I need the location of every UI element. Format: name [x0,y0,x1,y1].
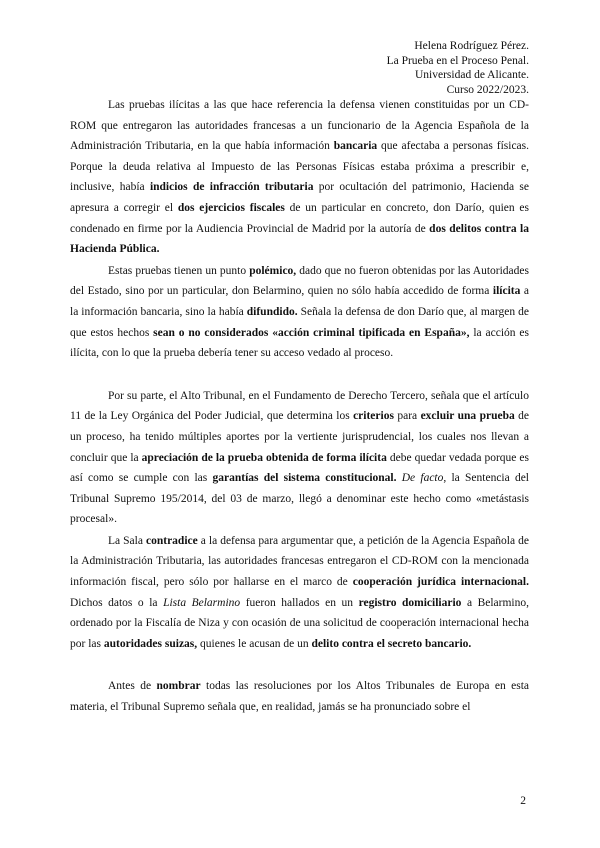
header-author: Helena Rodríguez Pérez. [414,40,529,52]
header-title: La Prueba en el Proceso Penal. [386,54,529,67]
bold-text: sean o no considerados «acción criminal tipificada en España», [153,326,470,339]
text: Dichos datos o la [70,596,164,609]
text: , la Sentencia del Tribunal Supremo 195/2014, del 03 de marzo, llegó a denominar este hecho como «metástasis procesal». [70,472,529,526]
paragraph-3 [70,386,529,530]
text: de un proceso, ha tenido múltiples aportes por la vertiente jurisprudencial, los cuales nos llevan a concluir que la [70,410,529,464]
italic-text: Lista Belarmino [163,596,241,609]
text: por ocultación del patrimonio, Hacienda se apresura a corregir el [70,181,529,214]
bold-text: dos ejercicios fiscales [177,201,285,214]
italic-text: De facto [401,472,444,485]
text: para [393,410,421,423]
text: Las pruebas ilícitas a las que hace referencia la defensa vienen constituidas por un CD-ROM que entregaron las autoridades francesas a un funcionario de la Agencia Española de la Administración Tributaria, en la que había información [70,99,529,153]
text: Antes de [108,680,157,693]
bold-text: polémico, [249,264,297,277]
header-university: Universidad de Alicante. [414,69,529,81]
bold-text: nombrar [156,680,201,693]
bold-text: garantías del sistema constitucional. [212,472,397,485]
bold-text: ilícita [492,285,521,298]
bold-text: registro domiciliario [358,596,462,609]
paragraph-5 [70,676,529,717]
bold-text: contradice [145,534,198,547]
bold-text: delito contra el secreto bancario. [311,637,472,650]
text: a la defensa para argumentar que, a petición de la Agencia Española de la Administración Tributaria, las autoridades francesas entregaron el CD-ROM con la mencionada información fiscal, pero sólo por hallarse en el marco de [70,534,529,589]
header-course: Curso 2022/2023. [446,83,529,96]
paragraph-4 [70,531,529,655]
bold-text: excluir una prueba [420,410,515,423]
bold-text: indicios de infracción tributaria [149,181,314,194]
bold-text: autoridades suizas, [103,637,198,650]
text: Estas pruebas tienen un punto [108,264,250,277]
text: a Belarmino, ordenado por la Fiscalía de Niza y con ocasión de una solicitud de cooperación internacional hecha por las [70,596,530,650]
text: la acción es ilícita, con lo que la prueba debería tener su acceso vedado al proceso. [70,326,529,360]
text: dado que no fueron obtenidas por las Autoridades del Estado, sino por un particular, don Belarmino, quien no sólo había accedido de forma [70,264,529,298]
text: quienes le acusan de un [197,637,312,650]
bold-text: criterios [353,410,394,423]
text: de un particular en concreto, don Darío, quien es condenado en firme por la Audiencia Provincial de Madrid por la autoría de [70,201,529,235]
paragraph-2 [70,261,529,364]
text: debe quedar vedada porque es así como se cumple con las [70,451,529,485]
bold-text: bancaria [333,140,378,153]
page-header [387,39,529,97]
paragraph-1 [70,95,529,260]
text: a la información bancaria, sino la había [70,285,529,318]
text: todas las resoluciones por los Altos Tribunales de Europa en esta materia, el Tribunal Supremo señala que, en realidad, jamás se ha pronunciado sobre el [70,680,529,714]
page-number: 2 [520,795,526,807]
bold-text: apreciación de la prueba obtenida de forma ilícita [141,451,387,464]
document-body [70,95,529,718]
bold-text: difundido. [246,305,298,318]
bold-text: dos delitos contra la Hacienda Pública. [70,222,529,256]
text: fueron hallados en un [240,596,359,609]
bold-text: cooperación jurídica internacional. [352,576,529,589]
text: Señala la defensa de don Darío que, al margen de que estos hechos [70,305,529,339]
text: La Sala [108,534,146,547]
text: Por su parte, el Alto Tribunal, en el Fundamento de Derecho Tercero, señala que el artículo 11 de la Ley Orgánica del Poder Judicial, que determina los [70,389,529,423]
text: que afectaba a personas físicas. Porque la deuda relativa al Impuesto de las Personas Físicas estaba próxima a prescribir e, inclusive, había [70,140,529,194]
